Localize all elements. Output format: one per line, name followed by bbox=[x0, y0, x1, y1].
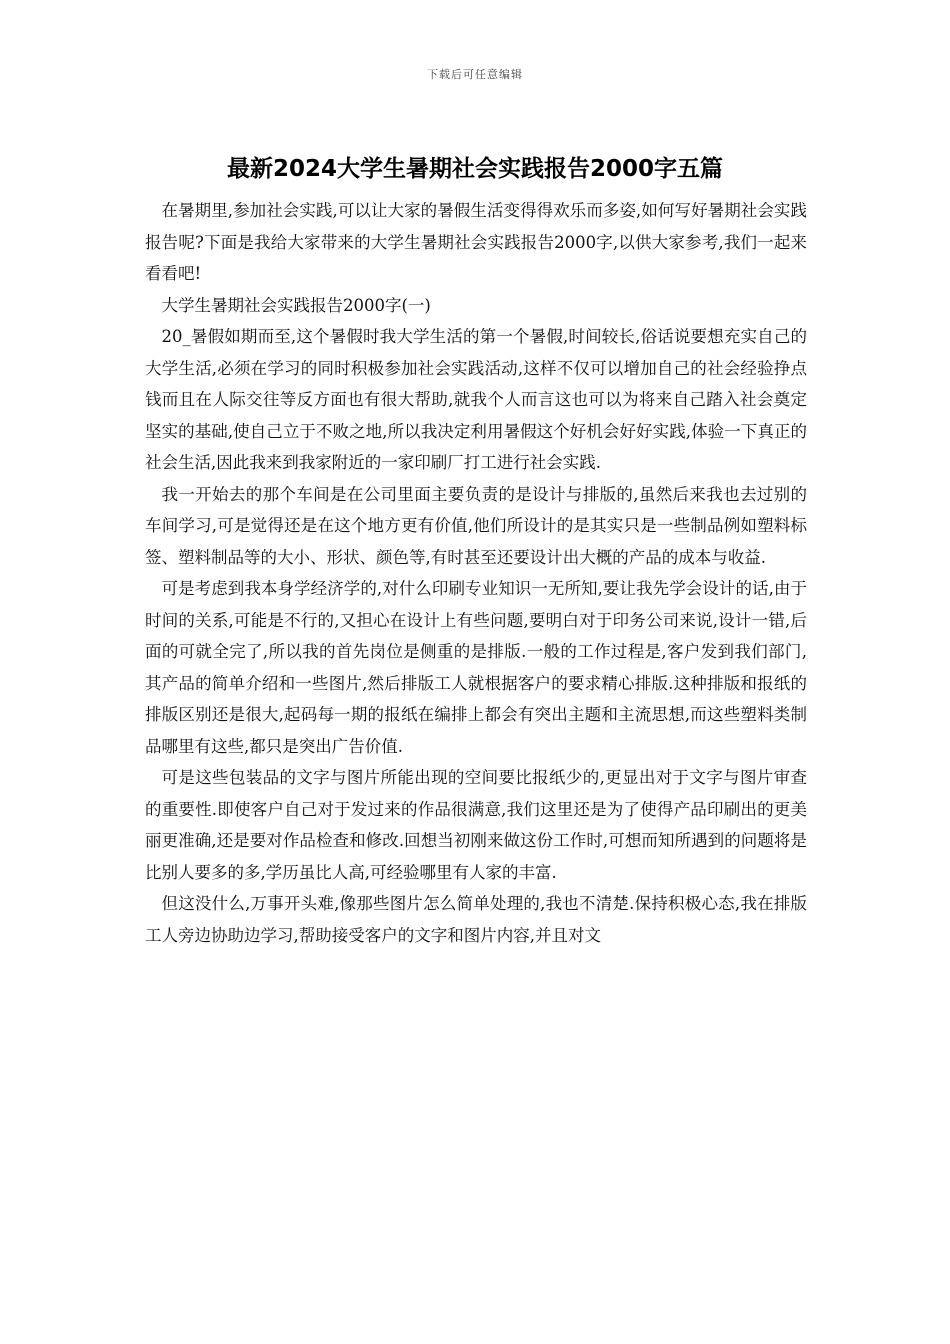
body-paragraph: 可是考虑到我本身学经济学的,对什么印刷专业知识一无所知,要让我先学会设计的话,由于时间的关系,可能是不行的,又担心在设计上有些问题,要明白对于印务公司来说,设计一错,后面的可就全完了,所以我的首先岗位是侧重的是排版.一般的工作过程是,客户发到我们部门,其产品的简单介绍和一些图片,然后排版工人就根据客户的要求精心排版.这种排版和报纸的排版区别还是很大,起码每一期的报纸在编排上都会有突出主题和主流思想,而这些塑料类制品哪里有这些,都只是突出广告价值. bbox=[145, 579, 807, 756]
document-body bbox=[145, 195, 807, 951]
intro-paragraph: 在暑期里,参加社会实践,可以让大家的暑假生活变得得欢乐而多姿,如何写好暑期社会实践报告呢?下面是我给大家带来的大学生暑期社会实践报告2000字,以供大家参考,我们一起来看看吧! bbox=[145, 201, 807, 283]
body-paragraph: 可是这些包装品的文字与图片所能出现的空间要比报纸少的,更显出对于文字与图片审查的重要性.即使客户自己对于发过来的作品很满意,我们这里还是为了使得产品印刷出的更美丽更准确,还是要对作品检查和修改.回想当初刚来做这份工作时,可想而知所遇到的问题将是比别人要多的多,学历虽比人高,可经验哪里有人家的丰富. bbox=[145, 768, 807, 882]
body-paragraph: 但这没什么,万事开头难,像那些图片怎么简单处理的,我也不清楚.保持积极心态,我在排版工人旁边协助边学习,帮助接受客户的文字和图片内容,并且对文 bbox=[145, 894, 807, 945]
page-header-note: 下载后可任意编辑 bbox=[427, 68, 523, 81]
section-heading: 大学生暑期社会实践报告2000字(一) bbox=[161, 295, 431, 315]
body-paragraph: 20_暑假如期而至,这个暑假时我大学生活的第一个暑假,时间较长,俗话说要想充实自己的大学生活,必须在学习的同时积极参加社会实践活动,这样不仅可以增加自己的社会经验挣点钱而且在人际交往等反方面也有很大帮助,就我个人而言这也可以为将来自己踏入社会奠定坚实的基础,使自己立于不败之地,所以我决定利用暑假这个好机会好好实践,体验一下真正的社会生活,因此我来到我家附近的一家印刷厂打工进行社会实践. bbox=[145, 327, 807, 472]
document-title: 最新2024大学生暑期社会实践报告2000字五篇 bbox=[226, 156, 724, 182]
body-paragraph: 我一开始去的那个车间是在公司里面主要负责的是设计与排版的,虽然后来我也去过别的车间学习,可是觉得还是在这个地方更有价值,他们所设计的是其实只是一些制品例如塑料标签、塑料制品等的大小、形状、颜色等,有时甚至还要设计出大概的产品的成本与收益. bbox=[145, 484, 807, 567]
